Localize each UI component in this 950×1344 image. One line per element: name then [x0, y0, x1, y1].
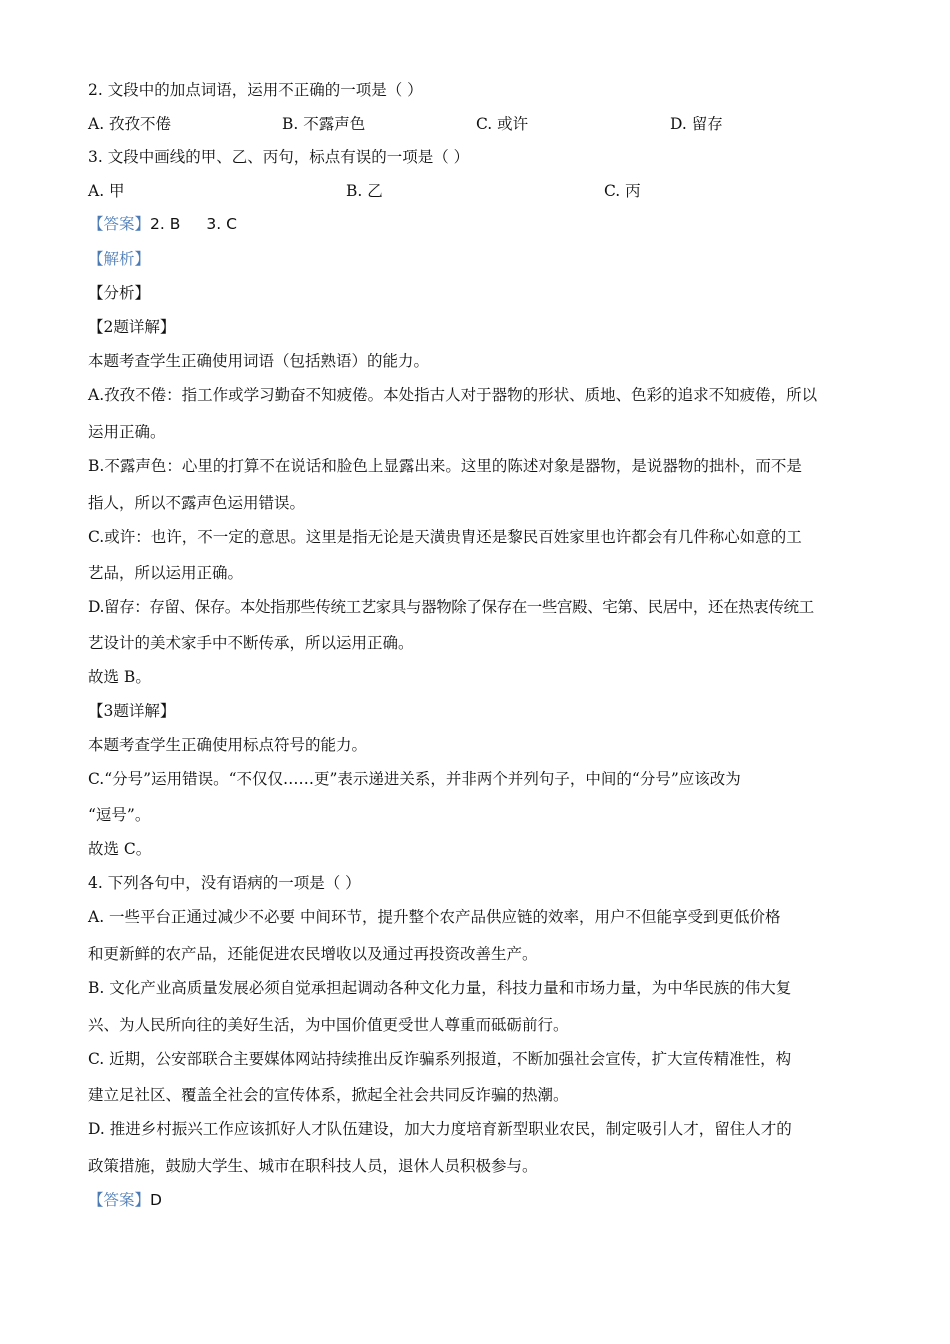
question-4-stem: 4. 下列各句中，没有语病的一项是（ ） — [88, 874, 361, 892]
detail-2-line: 运用正确。 — [88, 423, 166, 441]
answer-tag: 【答案】 — [88, 215, 151, 233]
detail-2-line: B.不露声色：心里的打算不在说话和脸色上显露出来。这里的陈述对象是器物，是说器物的拙朴，而不是 — [88, 457, 802, 475]
detail-2-line: C.或许：也许，不一定的意思。这里是指无论是天潢贵胄还是黎民百姓家里也许都会有几件称心如意的工 — [88, 528, 802, 546]
answer-tag: 【答案】 — [88, 1191, 151, 1209]
detail-2-line: 故选 B。 — [88, 668, 151, 686]
detail-2-line: 本题考查学生正确使用词语（包括熟语）的能力。 — [88, 352, 430, 370]
question-4-line: 政策措施，鼓励大学生、城市在职科技人员，退休人员积极参与。 — [88, 1157, 538, 1175]
q3-option-b: B. 乙 — [346, 182, 383, 200]
analysis-tag: 【解析】 — [88, 250, 151, 268]
question-4-line: 兴、为人民所向往的美好生活，为中国价值更受世人尊重而砥砺前行。 — [88, 1016, 569, 1034]
question-2-stem: 2. 文段中的加点词语，运用不正确的一项是（ ） — [88, 81, 423, 99]
question-4-line: 建立足社区、覆盖全社会的宣传体系，掀起全社会共同反诈骗的热潮。 — [88, 1086, 569, 1104]
answer-line-2 — [88, 1190, 162, 1210]
q3-option-a: A. 甲 — [88, 182, 125, 200]
detail-3-line: 本题考查学生正确使用标点符号的能力。 — [88, 736, 368, 754]
detail-2-line: 艺品，所以运用正确。 — [88, 564, 244, 582]
q3-option-c: C. 丙 — [604, 182, 641, 200]
analysis-heading: 【分析】 — [88, 284, 151, 302]
question-4-line: A. 一些平台正通过减少不必要 中间环节，提升整个农产品供应链的效率，用户不但能享受到更低价格 — [88, 908, 781, 926]
answer-q4: D — [150, 1191, 162, 1209]
detail-3-line: C.“分号”运用错误。“不仅仅……更”表示递进关系，并非两个并列句子，中间的“分号”应该改为 — [88, 770, 741, 788]
q2-option-a: A. 孜孜不倦 — [88, 115, 172, 133]
detail-3-title: 【3题详解】 — [88, 702, 176, 720]
detail-2-line: 指人，所以不露声色运用错误。 — [88, 494, 306, 512]
detail-2-line: 艺设计的美术家手中不断传承，所以运用正确。 — [88, 634, 414, 652]
answer-q2: 2. B — [150, 215, 181, 233]
question-3-stem: 3. 文段中画线的甲、乙、丙句，标点有误的一项是（ ） — [88, 148, 470, 166]
question-3-options — [88, 181, 888, 201]
question-4-line: D. 推进乡村振兴工作应该抓好人才队伍建设，加大力度培育新型职业农民，制定吸引人才，留住人才的 — [88, 1120, 792, 1138]
detail-3-line: “逗号”。 — [88, 806, 151, 824]
answer-q3: 3. C — [206, 215, 237, 233]
question-4-line: 和更新鲜的农产品，还能促进农民增收以及通过再投资改善生产。 — [88, 945, 538, 963]
question-4-line: B. 文化产业高质量发展必须自觉承担起调动各种文化力量，科技力量和市场力量，为中华民族的伟大复 — [88, 979, 792, 997]
q2-option-c: C. 或许 — [476, 115, 529, 133]
detail-3-line: 故选 C。 — [88, 840, 152, 858]
detail-2-line: D.留存：存留、保存。本处指那些传统工艺家具与器物除了保存在一些宫殿、宅第、民居中，还在热衷传统工 — [88, 598, 814, 616]
detail-2-line: A.孜孜不倦：指工作或学习勤奋不知疲倦。本处指古人对于器物的形状、质地、色彩的追求不知疲倦，所以 — [88, 386, 818, 404]
question-2-options — [88, 114, 888, 134]
answer-line-1 — [88, 214, 237, 234]
q2-option-d: D. 留存 — [670, 115, 723, 133]
detail-2-title: 【2题详解】 — [88, 318, 176, 336]
question-4-line: C. 近期，公安部联合主要媒体网站持续推出反诈骗系列报道，不断加强社会宣传，扩大宣传精准性，构 — [88, 1050, 792, 1068]
q2-option-b: B. 不露声色 — [282, 115, 366, 133]
